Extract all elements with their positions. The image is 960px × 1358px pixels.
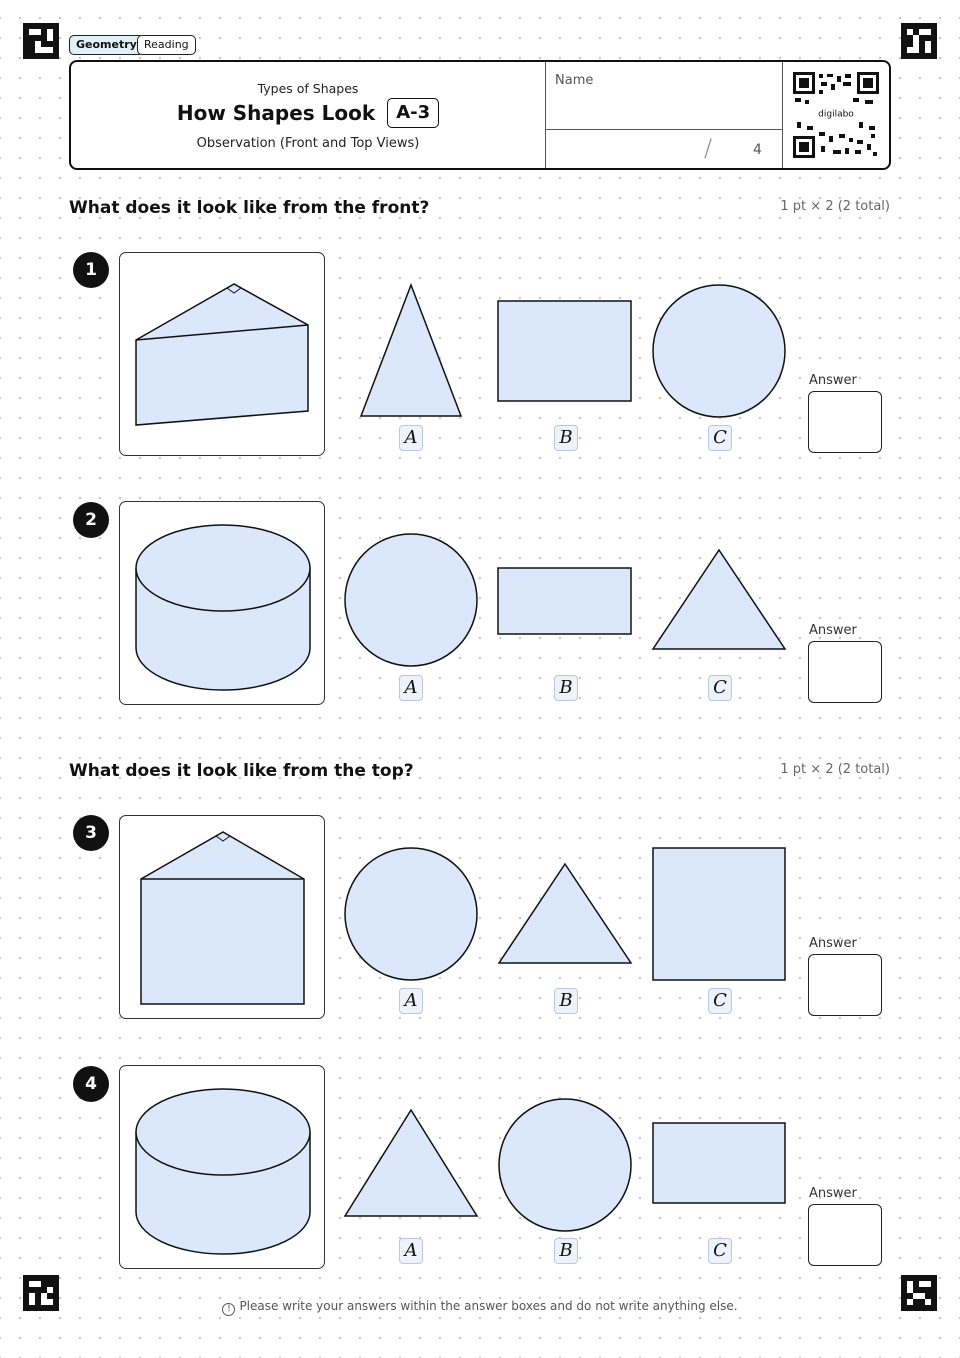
answer-label-4: Answer — [809, 1186, 857, 1201]
question-number-2: 2 — [73, 502, 109, 538]
option-1a-triangle — [355, 280, 467, 420]
corner-marker-top-right — [901, 23, 937, 59]
option-3b-letter: B — [554, 988, 578, 1014]
option-2b-letter: B — [554, 675, 578, 701]
option-3a-circle — [342, 845, 480, 983]
option-2b-rectangle — [496, 565, 634, 637]
name-label: Name — [555, 73, 594, 88]
option-3c-square — [650, 845, 788, 983]
divider — [782, 62, 783, 168]
cylinder-illustration — [120, 502, 324, 704]
option-4c-rectangle — [650, 1120, 788, 1206]
option-2c-letter: C — [708, 675, 732, 701]
solid-figure-3 — [119, 815, 325, 1019]
worksheet-description: Observation (Front and Top Views) — [196, 136, 420, 151]
option-1b-rectangle — [496, 298, 634, 404]
level-badge: A-3 — [387, 98, 439, 128]
worksheet-header — [69, 60, 891, 170]
footer-text: Please write your answers within the answer boxes and do not write anything else. — [239, 1299, 738, 1313]
option-4b-circle — [496, 1096, 634, 1234]
answer-box-4[interactable] — [808, 1204, 882, 1266]
option-4a-letter: A — [399, 1238, 423, 1264]
option-3a-letter: A — [399, 988, 423, 1014]
divider — [545, 62, 546, 168]
answer-box-3[interactable] — [808, 954, 882, 1016]
option-2a-letter: A — [399, 675, 423, 701]
triangular-prism-illustration — [120, 816, 324, 1018]
answer-box-1[interactable] — [808, 391, 882, 453]
question-number-4: 4 — [73, 1066, 109, 1102]
corner-marker-top-left — [23, 23, 59, 59]
option-4b-letter: B — [554, 1238, 578, 1264]
answer-box-2[interactable] — [808, 641, 882, 703]
answer-label-2: Answer — [809, 623, 857, 638]
option-1c-circle — [650, 282, 788, 420]
answer-label-3: Answer — [809, 936, 857, 951]
section-points-front: 1 pt × 2 (2 total) — [780, 199, 890, 214]
option-4c-letter: C — [708, 1238, 732, 1264]
section-title-top: What does it look like from the top? — [69, 761, 414, 781]
worksheet-title: How Shapes Look — [176, 101, 376, 125]
tag-geometry: Geometry — [69, 35, 144, 55]
info-icon: ! — [222, 1303, 235, 1316]
option-4a-triangle — [342, 1106, 480, 1220]
title-row — [71, 98, 545, 128]
score-slash: / — [704, 134, 713, 162]
cylinder-illustration — [120, 1066, 324, 1268]
title-cell — [71, 62, 545, 168]
solid-figure-1 — [119, 252, 325, 456]
section-title-front: What does it look like from the front? — [69, 198, 430, 218]
footer-note — [0, 1299, 960, 1316]
score-total: 4 — [753, 142, 762, 158]
option-2c-triangle — [650, 546, 788, 654]
option-1c-letter: C — [708, 425, 732, 451]
question-number-3: 3 — [73, 815, 109, 851]
option-3c-letter: C — [708, 988, 732, 1014]
tag-reading: Reading — [137, 35, 196, 55]
answer-label-1: Answer — [809, 373, 857, 388]
qr-caption: digilabo — [818, 109, 854, 120]
option-1b-letter: B — [554, 425, 578, 451]
qr-code — [793, 72, 879, 158]
triangular-prism-illustration — [120, 253, 324, 455]
option-3b-triangle — [496, 860, 634, 968]
solid-figure-4 — [119, 1065, 325, 1269]
option-1a-letter: A — [399, 425, 423, 451]
solid-figure-2 — [119, 501, 325, 705]
divider — [546, 129, 782, 130]
section-points-top: 1 pt × 2 (2 total) — [780, 762, 890, 777]
worksheet-subtitle: Types of Shapes — [257, 81, 359, 96]
question-number-1: 1 — [73, 252, 109, 288]
option-2a-circle — [342, 531, 480, 669]
